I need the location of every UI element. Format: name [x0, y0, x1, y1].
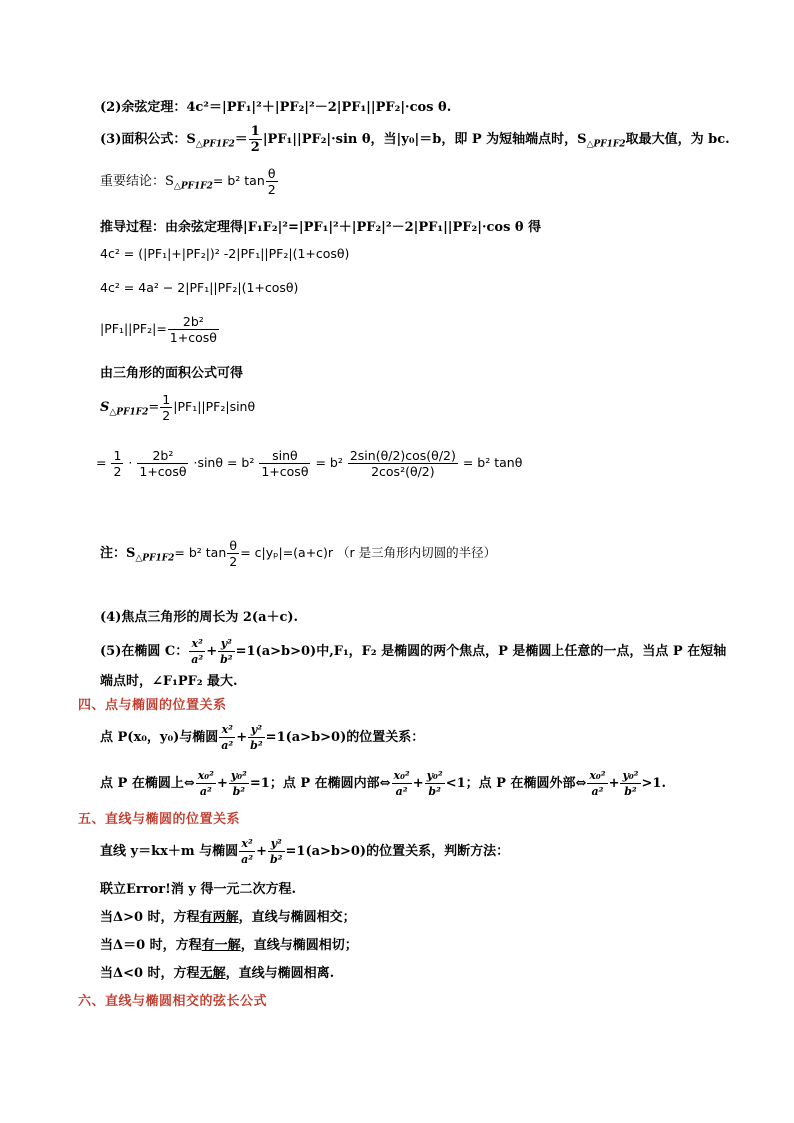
triangle-subscript: △PF1F2	[195, 139, 235, 150]
conclusion-formula: = b² tan	[212, 173, 265, 188]
p2-y02: y₀²	[230, 769, 247, 782]
equation-3	[100, 314, 220, 345]
key-conclusion	[100, 166, 279, 197]
note-label: 注：S	[100, 546, 136, 561]
q1-y2: y²	[268, 836, 285, 852]
p1-y2: y²	[248, 722, 265, 738]
q1-plus: +	[256, 844, 267, 859]
eq4-s: S	[100, 400, 110, 415]
p2-y02b: y₀²	[426, 769, 443, 782]
eq5-n3: sinθ	[259, 448, 310, 464]
x2: x²	[189, 636, 205, 652]
triangle-subscript-3: △PF1F2	[173, 181, 213, 192]
eq3-lhs: |PF₁||PF₂|=	[100, 321, 167, 336]
p2-x02: x₀²	[197, 769, 214, 782]
q5-lead: 当Δ<0 时，方程	[100, 966, 200, 981]
eq5-n1: 1	[113, 448, 122, 463]
p2-x02b: x₀²	[393, 769, 410, 782]
max-angle-line	[100, 636, 726, 667]
max-angle-text: =1(a>b>0)中,F₁，F₂ 是椭圆的两个焦点，P 是椭圆上任意的一点，当点 P 在短轴	[235, 644, 727, 659]
q3-underlined: 有两解	[199, 910, 239, 925]
p2-outside: <1；点 P 在椭圆外部⇔	[445, 776, 587, 791]
q1-a2: a²	[241, 853, 254, 866]
section-heading-6: 六、直线与椭圆相交的弦长公式	[78, 994, 268, 1009]
p1-lead: 点 P(x₀，y₀)与椭圆	[100, 730, 219, 745]
q5-underlined: 无解	[199, 966, 226, 981]
eq5-d1: 2	[113, 464, 122, 479]
p2-a2: a²	[199, 785, 212, 798]
p1-a2: a²	[221, 739, 234, 752]
p2-plus: +	[216, 776, 228, 791]
triangle-subscript-5: △PF1F2	[135, 553, 175, 564]
conclusion-label: 重要结论：S	[100, 174, 174, 189]
area-formula-text: |PF₁||PF₂|·sin θ，当|y₀|＝b，即 P 为短轴端点时，S	[262, 132, 587, 147]
eq5-eq2: = b²	[315, 455, 343, 470]
perimeter-line: (4)焦点三角形的周长为 2(a＋c).	[100, 610, 299, 625]
eq5-n2: 2b²	[137, 448, 188, 464]
y2: y²	[218, 636, 235, 652]
equation-5	[96, 448, 522, 479]
triangle-subscript-4: △PF1F2	[109, 407, 149, 418]
equals-sign: ＝	[234, 132, 248, 147]
law-of-cosines-line: (2)余弦定理：4c²＝|PF₁|²＋|PF₂|²－2|PF₁||PF₂|·cos θ.	[100, 100, 452, 115]
delta-zero-line	[100, 934, 358, 953]
equation-1: 4c² = (|PF₁|+|PF₂|)² -2|PF₁||PF₂|(1+cosθ)	[100, 246, 350, 261]
q3-tail: ，直线与椭圆相交；	[238, 910, 356, 925]
eq4-num: 1	[162, 392, 171, 407]
eq5-equals: =	[96, 455, 107, 470]
p2-b2c: b²	[624, 785, 637, 798]
note-theta: θ	[227, 538, 239, 554]
p2-end: >1.	[641, 776, 666, 791]
q4-tail: ，直线与椭圆相切；	[240, 938, 358, 953]
plus: +	[206, 644, 218, 659]
equation-4	[100, 392, 255, 423]
note-tail: = c|yₚ|=(a+c)r （r 是三角形内切圆的半径）	[240, 545, 497, 560]
eq5-end: = b² tanθ	[462, 455, 523, 470]
area-formula-line	[100, 124, 730, 155]
p2-plus-b: +	[412, 776, 424, 791]
delta-negative-line	[100, 962, 334, 981]
eq5-dot: ·	[128, 455, 133, 470]
p2-b2: b²	[232, 785, 246, 798]
q4-lead: 当Δ＝0 时，方程	[100, 938, 202, 953]
p1-x2: x²	[219, 722, 235, 738]
point-position-line	[100, 768, 666, 799]
q1-b2: b²	[269, 853, 283, 866]
eq4-rhs: |PF₁||PF₂|sinθ	[173, 399, 256, 414]
q3-lead: 当Δ>0 时，方程	[100, 910, 200, 925]
area-max-text: 取最大值，为 bc.	[625, 132, 730, 147]
p2-a2b: a²	[395, 785, 408, 798]
note-two: 2	[229, 554, 238, 569]
eq5-d3: 1+cosθ	[261, 464, 309, 479]
theta-num: θ	[266, 166, 278, 182]
q1-tail: =1(a>b>0)的位置关系，判断方法：	[285, 844, 510, 859]
p2-on: 点 P 在椭圆上⇔	[100, 776, 195, 791]
eq5-n4: 2sin(θ/2)cos(θ/2)	[349, 448, 456, 463]
q1-x2: x²	[239, 836, 255, 852]
point-ellipse-line	[100, 722, 424, 753]
section-heading-5: 五、直线与椭圆的位置关系	[78, 812, 241, 827]
line-ellipse-line	[100, 836, 509, 867]
p1-b2: b²	[250, 739, 263, 752]
eq3-num: 2b²	[168, 314, 219, 330]
p1-tail: =1(a>b>0)的位置关系：	[265, 730, 425, 745]
note-line	[100, 538, 496, 569]
section-heading-4: 四、点与椭圆的位置关系	[78, 698, 227, 713]
eq4-den: 2	[162, 408, 171, 423]
area-label: (3)面积公式：S	[100, 132, 196, 147]
q4-underlined: 有一解	[201, 938, 241, 953]
q1-lead: 直线 y＝kx＋m 与椭圆	[100, 844, 239, 859]
max-angle-line-2: 端点时，∠F₁PF₂ 最大.	[100, 674, 238, 689]
eq5-d2: 1+cosθ	[139, 464, 187, 479]
simultaneous-line: 联立Error!消 y 得一元二次方程.	[100, 882, 296, 897]
triangle-subscript-2: △PF1F2	[586, 139, 626, 150]
max-angle-lead: (5)在椭圆 C：	[100, 644, 189, 659]
q5-tail: ，直线与椭圆相离.	[225, 966, 335, 981]
p2-x02c: x₀²	[589, 769, 606, 782]
frac-denominator: 2	[250, 140, 260, 155]
p1-plus: +	[236, 730, 248, 745]
eq4-equals: =	[148, 400, 160, 415]
p2-inside: =1；点 P 在椭圆内部⇔	[249, 776, 391, 791]
a2: a²	[191, 653, 204, 666]
derivation-intro: 推导过程：由余弦定理得|F₁F₂|²=|PF₁|²＋|PF₂|²－2|PF₁||PF₂|·cos θ 得	[100, 220, 542, 235]
area-derivation-intro: 由三角形的面积公式可得	[100, 366, 244, 381]
p2-b2b: b²	[428, 785, 441, 798]
eq5-d4: 2cos²(θ/2)	[371, 464, 435, 479]
eq3-den: 1+cosθ	[169, 330, 217, 345]
equation-2: 4c² = 4a² − 2|PF₁||PF₂|(1+cosθ)	[100, 280, 299, 295]
p2-plus-c: +	[608, 776, 620, 791]
p2-y02c: y₀²	[622, 769, 639, 782]
frac-numerator: 1	[250, 124, 260, 139]
eq5-mid: ·sinθ = b²	[193, 455, 255, 470]
delta-positive-line	[100, 906, 356, 925]
note-formula: = b² tan	[174, 545, 227, 560]
two-den: 2	[267, 182, 276, 197]
p2-a2c: a²	[591, 785, 604, 798]
b2: b²	[220, 653, 233, 666]
